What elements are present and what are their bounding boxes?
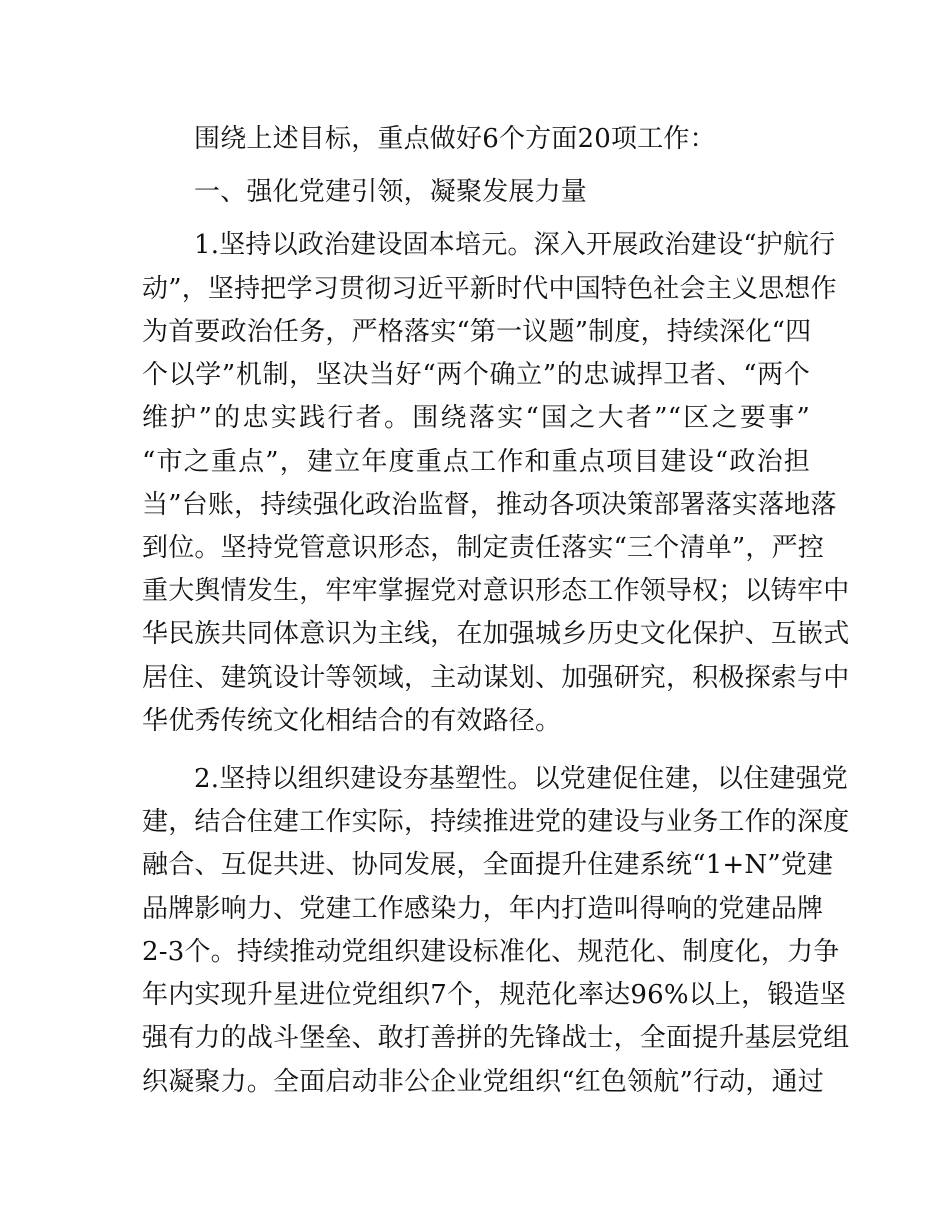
intro-line: 围绕上述目标，重点做好6个方面20项工作： [194,124,716,154]
paragraph-1-line-10: 华民族共同体意识为主线，在加强城乡历史文化保护、互嵌式 [142,619,850,649]
paragraph-2-line-6: 年内实现升星进位党组织7个，规范化率达96%以上，锻造坚 [142,980,846,1010]
section-heading: 一、强化党建引领，凝聚发展力量 [194,177,588,207]
paragraph-1-line-2: 动”，坚持把学习贯彻习近平新时代中国特色社会主义思想作 [142,274,837,304]
paragraph-1-line-5: 维护”的忠实践行者。围绕落实“国之大者”“区之要事” [142,403,810,433]
paragraph-1-line-9: 重大舆情发生，牢牢掌握党对意识形态工作领导权；以铸牢中 [142,576,850,606]
paragraph-2-line-3: 融合、互促共进、协同发展，全面提升住建系统“1+N”党建 [142,850,834,880]
paragraph-2-line-4: 品牌影响力、党建工作感染力，年内打造叫得响的党建品牌 [142,894,824,924]
paragraph-2-line-8: 织凝聚力。全面启动非公企业党组织“红色领航”行动，通过 [142,1067,824,1097]
paragraph-1-line-8: 到位。坚持党管意识形态，制定责任落实“三个清单”，严控 [142,533,824,563]
paragraph-1-line-1: 1.坚持以政治建设固本培元。深入开展政治建设“护航行 [194,230,836,260]
paragraph-1-line-11: 居住、建筑设计等领域，主动谋划、加强研究，积极探索与中 [142,663,850,693]
paragraph-1-line-12: 华优秀传统文化相结合的有效路径。 [142,706,562,736]
paragraph-2-line-2: 建，结合住建工作实际，持续推进党的建设与业务工作的深度 [142,807,850,837]
paragraph-1-line-6: “市之重点”，建立年度重点工作和重点项目建设“政治担 [142,447,810,477]
paragraph-1-line-4: 个以学”机制，坚决当好“两个确立”的忠诚捍卫者、“两个 [142,360,810,390]
paragraph-2-line-5: 2-3个。持续推动党组织建设标准化、规范化、制度化，力争 [142,937,840,967]
paragraph-2-line-7: 强有力的战斗堡垒、敢打善拼的先锋战士，全面提升基层党组 [142,1023,850,1053]
paragraph-1-line-7: 当”台账，持续强化政治监督，推动各项决策部署落实落地落 [142,490,837,520]
paragraph-2-line-1: 2.坚持以组织建设夯基塑性。以党建促住建，以住建强党 [194,764,849,794]
paragraph-1-line-3: 为首要政治任务，严格落实“第一议题”制度，持续深化“四 [142,317,812,347]
